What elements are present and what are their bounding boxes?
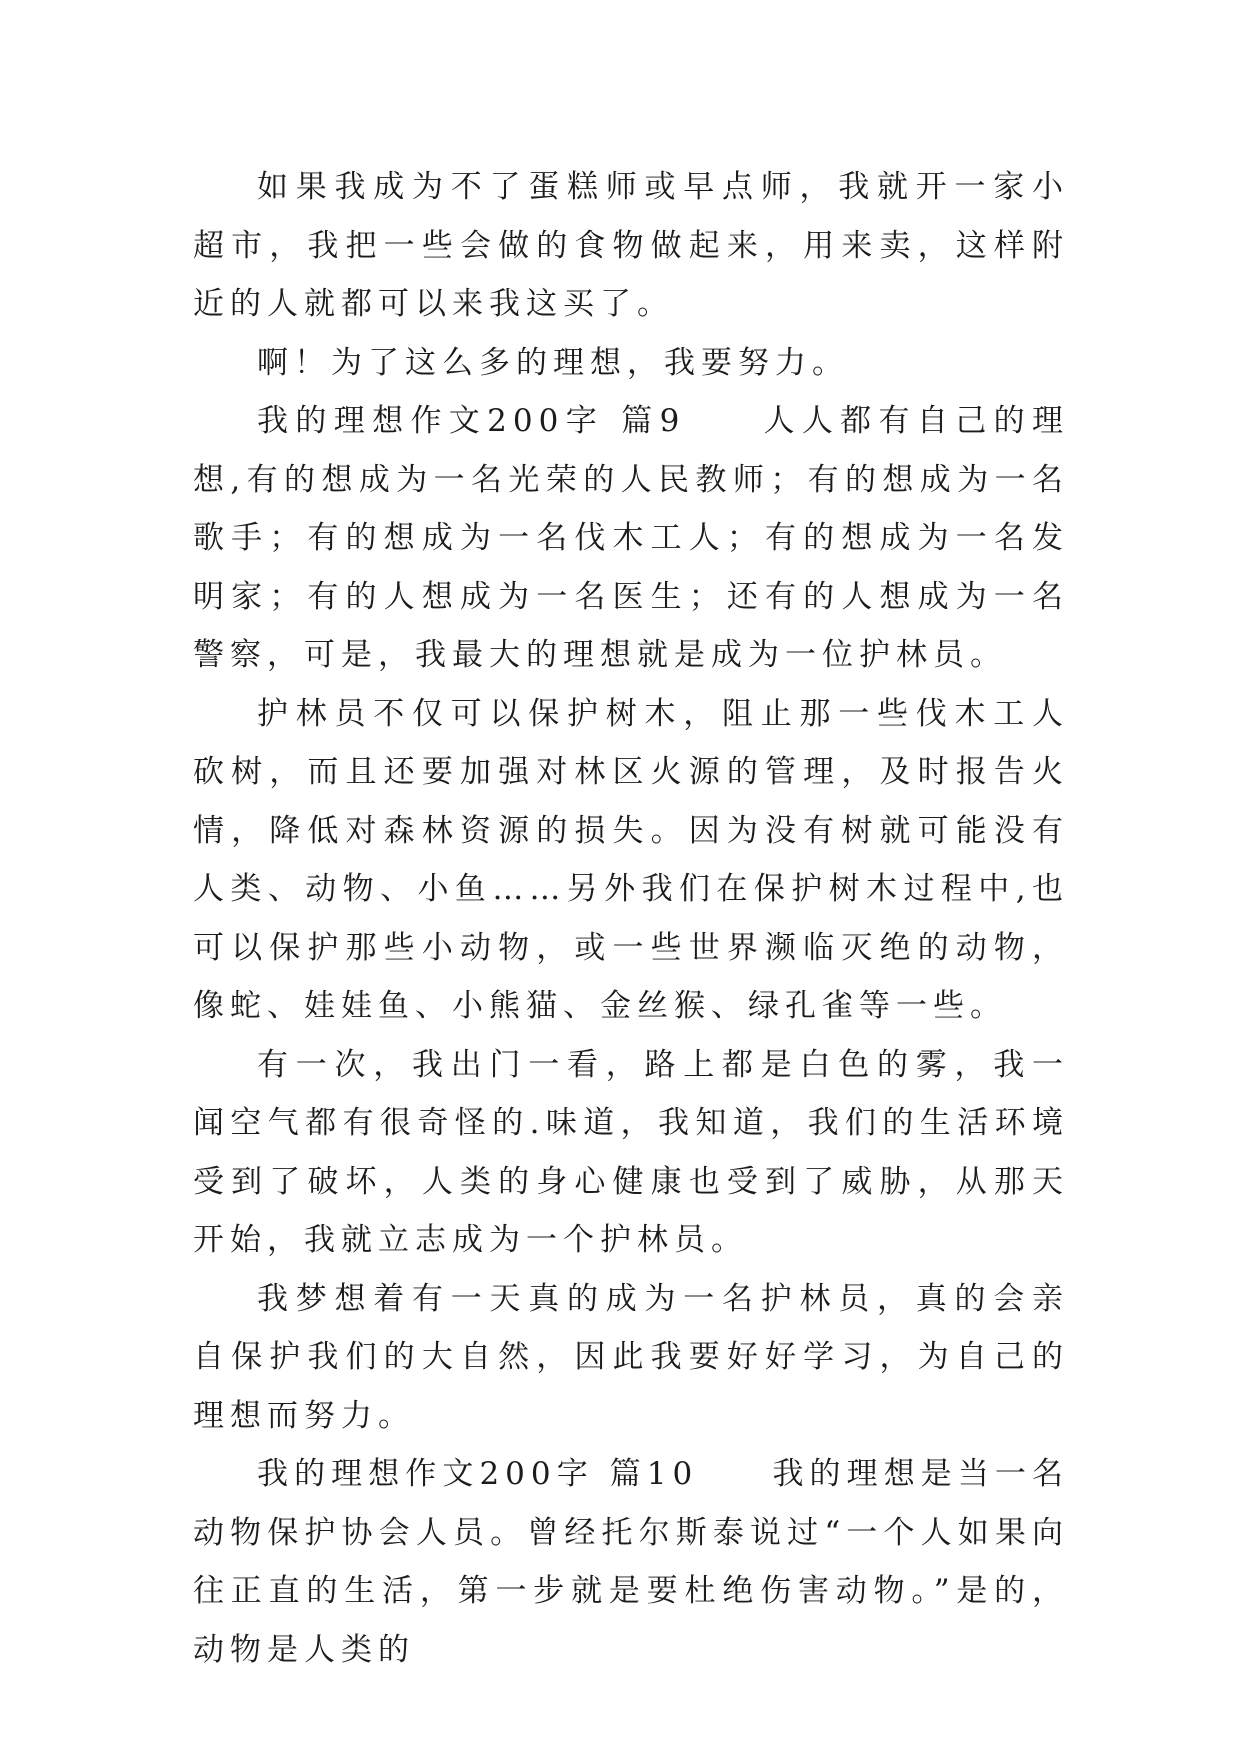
paragraph-dream: 我梦想着有一天真的成为一名护林员，真的会亲自保护我们的大自然，因此我要好好学习，为自己的理想而努力。 [193, 1280, 1069, 1434]
document-body [193, 158, 1069, 1679]
paragraph-fog-story: 有一次，我出门一看，路上都是白色的雾，我一闻空气都有很奇怪的.味道，我知道，我们的生活环境受到了破坏，人类的身心健康也受到了威胁，从那天开始，我就立志成为一个护林员。 [193, 1046, 1069, 1258]
paragraph-effort: 啊！为了这么多的理想，我要努力。 [257, 344, 849, 381]
paragraph-essay-9-intro: 我的理想作文200字 篇9 人人都有自己的理想,有的想成为一名光荣的人民教师；有的想成为一名歌手；有的想成为一名伐木工人；有的想成为一名发明家；有的人想成为一名医生；还有的人想成为一名警察，可是，我最大的理想就是成为一位护林员。 [193, 403, 1069, 673]
paragraph-supermarket: 如果我成为不了蛋糕师或早点师，我就开一家小超市，我把一些会做的食物做起来，用来卖，这样附近的人就都可以来我这买了。 [193, 169, 1069, 322]
paragraph-essay-10-intro: 我的理想作文200字 篇10 我的理想是当一名动物保护协会人员。曾经托尔斯泰说过“一个人如果向往正直的生活，第一步就是要杜绝伤害动物。”是的，动物是人类的 [193, 1456, 1069, 1668]
paragraph-ranger-duties: 护林员不仅可以保护树木，阻止那一些伐木工人砍树，而且还要加强对林区火源的管理，及时报告火情，降低对森林资源的损失。因为没有树就可能没有人类、动物、小鱼……另外我们在保护树木过程中,也可以保护那些小动物，或一些世界濒临灭绝的动物，像蛇、娃娃鱼、小熊猫、金丝猴、绿孔雀等一些。 [193, 695, 1069, 1024]
